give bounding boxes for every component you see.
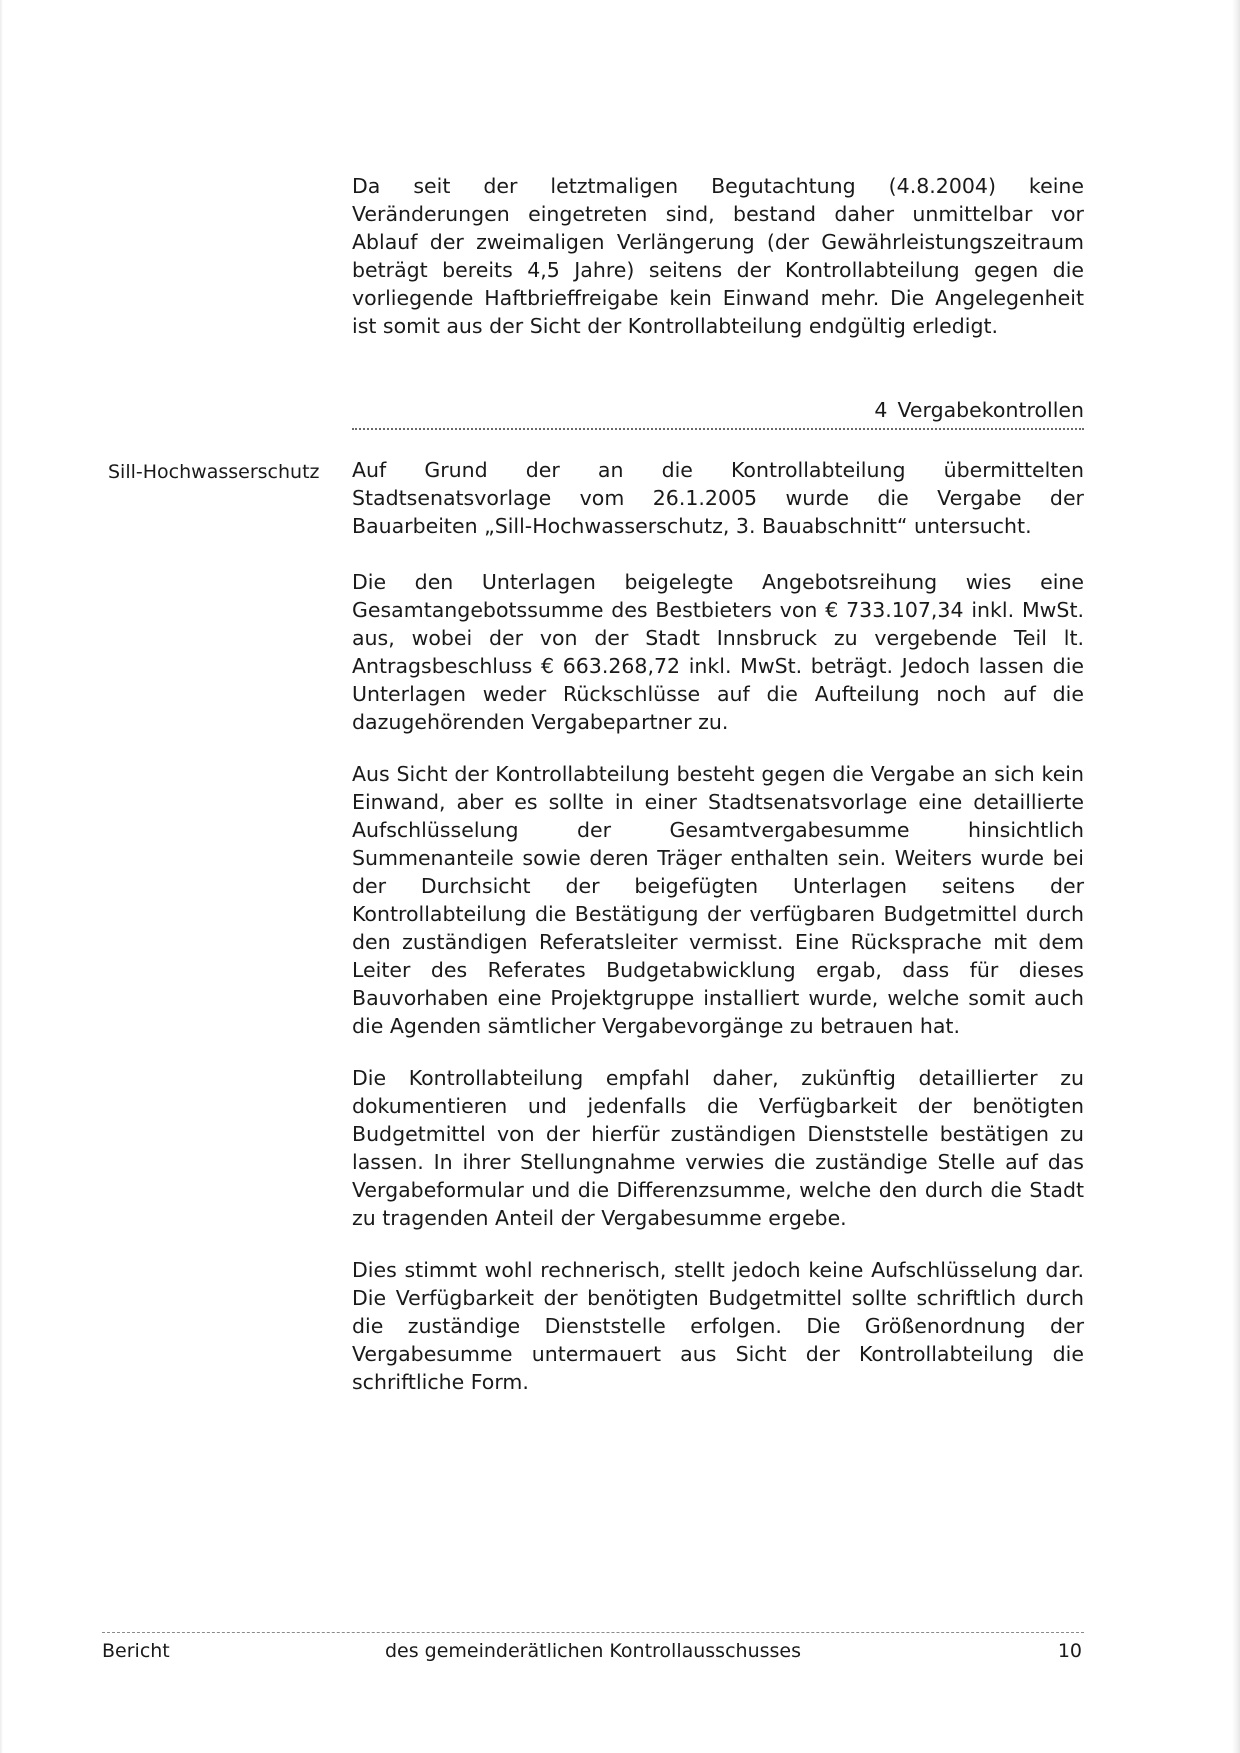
paragraph-2: Die den Unterlagen beigelegte Angebotsreihung wies eine Gesamtangebotssumme des Bestbieters von € 733.107,34 inkl. MwSt. aus, wobei der von der Stadt Innsbruck zu vergebende Teil lt. Antragsbeschluss € 663.268,72 inkl. MwSt. beträgt. Jedoch lassen die Unterlagen weder Rückschlüsse auf die Aufteilung noch auf die dazugehörenden Vergabepartner zu.: [352, 570, 1084, 734]
margin-label: Sill-Hochwasserschutz: [108, 461, 320, 483]
footer-report-label: Bericht: [102, 1640, 170, 1662]
footer-committee-label: des gemeinderätlichen Kontrollausschusses: [384, 1640, 802, 1662]
paragraph-3: Aus Sicht der Kontrollabteilung besteht gegen die Vergabe an sich kein Einwand, aber es sollte in einer Stadtsenatsvorlage eine detaillierte Aufschlüsselung der Gesamtvergabesumme hinsichtlich Summenanteile sowie deren Träger enthalten sein. Weiters wurde bei der Durchsicht der beigefügten Unterlagen seitens der Kontrollabteilung die Bestätigung der verfügbaren Budgetmittel durch den zuständigen Referatsleiter vermisst. Eine Rücksprache mit dem Leiter des Referates Budgetabwicklung ergab, dass für dieses Bauvorhaben eine Projektgruppe installiert wurde, welche somit auch die Agenden sämtlicher Vergabevorgänge zu betrauen hat.: [352, 762, 1084, 1038]
section-number: 4: [874, 398, 888, 422]
section-title: Vergabekontrollen: [897, 398, 1084, 422]
intro-paragraph: Da seit der letztmaligen Begutachtung (4.8.2004) keine Veränderungen eingetreten sind, bestand daher unmittelbar vor Ablauf der zweimaligen Verlängerung (der Gewährleistungszeitraum beträgt bereits 4,5 Jahre) seitens der Kontrollabteilung gegen die vorliegende Haftbrieffreigabe kein Einwand mehr. Die Angelegenheit ist somit aus der Sicht der Kontrollabteilung endgültig erledigt.: [352, 174, 1084, 338]
section-heading-rule: [352, 428, 1084, 430]
scan-edge-left: [0, 0, 3, 1753]
scan-edge-right: [1232, 0, 1240, 1753]
page-footer: [102, 1637, 1084, 1667]
paragraph-5: Dies stimmt wohl rechnerisch, stellt jedoch keine Aufschlüsselung dar. Die Verfügbarkeit der benötigten Budgetmittel sollte schriftlich durch die zuständige Dienststelle erfolgen. Die Größenordnung der Vergabesumme untermauert aus Sicht der Kontrollabteilung die schriftliche Form.: [352, 1258, 1084, 1394]
section-heading: [352, 396, 1084, 424]
paragraph-1: Auf Grund der an die Kontrollabteilung übermittelten Stadtsenatsvorlage vom 26.1.2005 wurde die Vergabe der Bauarbeiten „Sill-Hochwasserschutz, 3. Bauabschnitt“ untersucht.: [352, 458, 1084, 538]
footer-rule: [102, 1632, 1084, 1633]
paragraph-4: Die Kontrollabteilung empfahl daher, zukünftig detaillierter zu dokumentieren und jedenfalls die Verfügbarkeit der benötigten Budgetmittel von der hierfür zuständigen Dienststelle bestätigen zu lassen. In ihrer Stellungnahme verwies die zuständige Stelle auf das Vergabeformular und die Differenzsumme, welche den durch die Stadt zu tragenden Anteil der Vergabesumme ergebe.: [352, 1066, 1084, 1230]
page-number: 10: [1057, 1640, 1082, 1662]
